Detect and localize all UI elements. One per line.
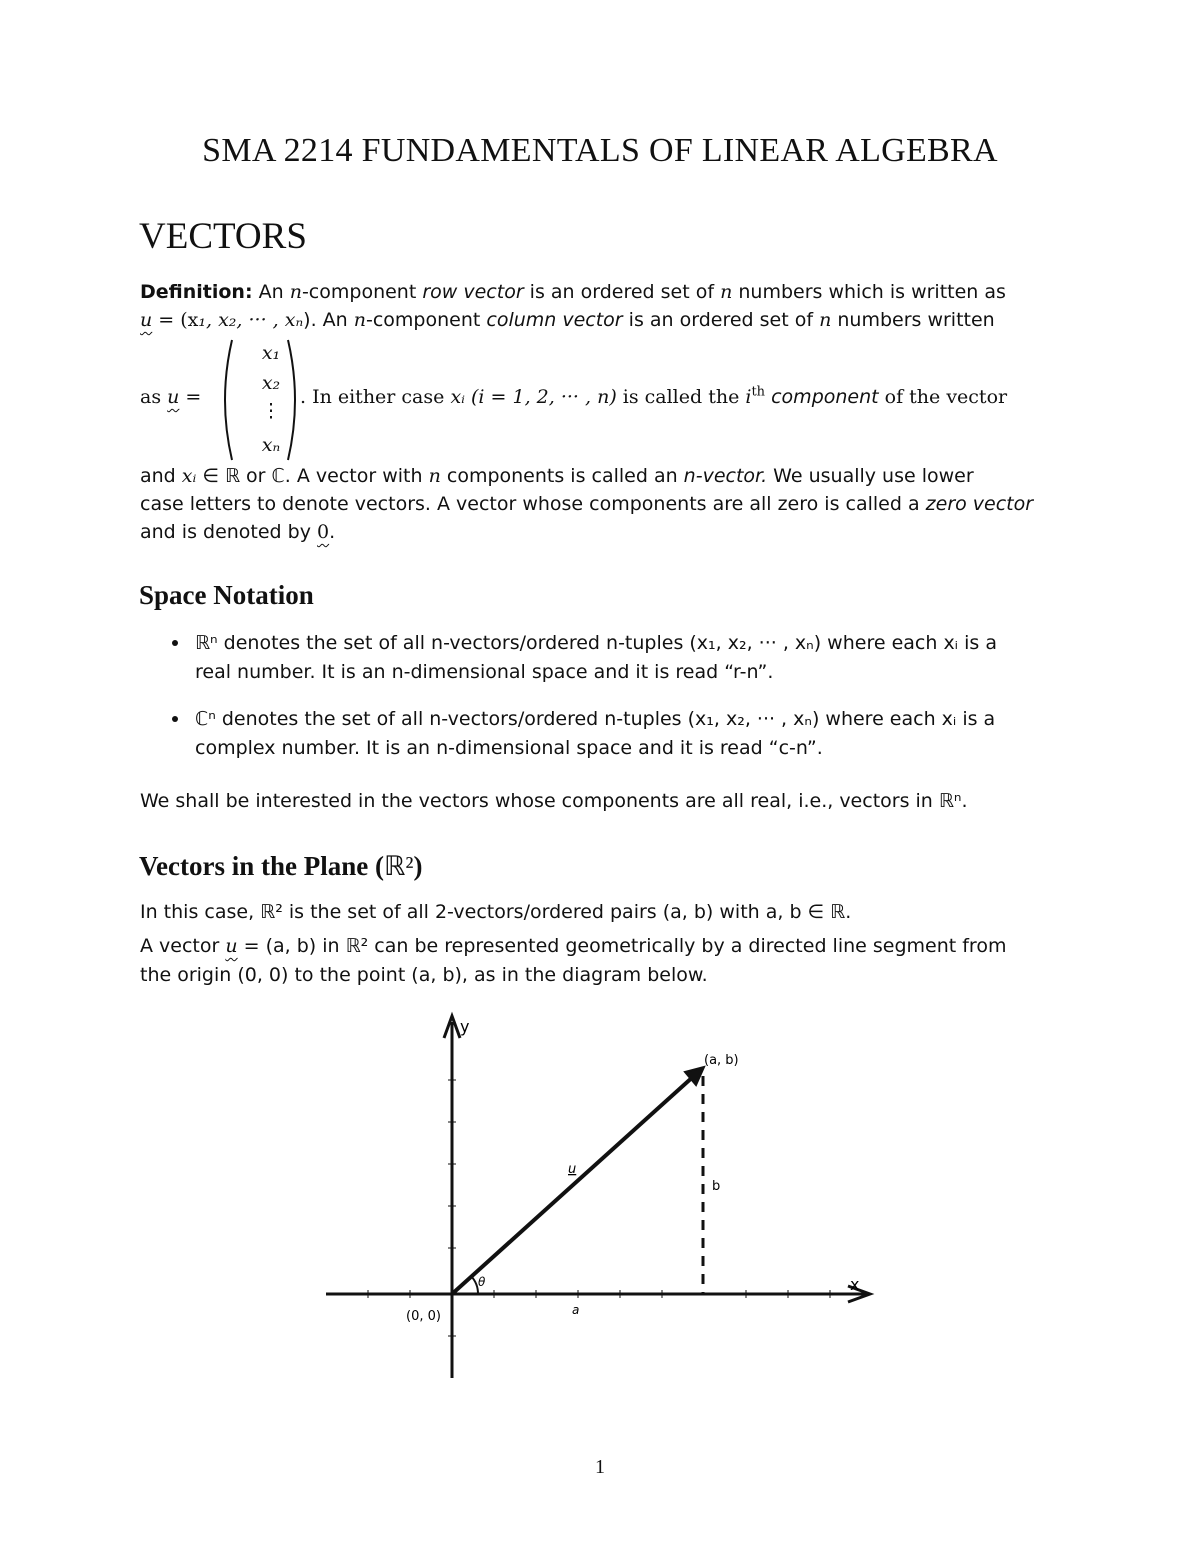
vector-u-line <box>452 1075 695 1294</box>
theta-label: θ <box>478 1275 486 1289</box>
page-title: SMA 2214 FUNDAMENTALS OF LINEAR ALGEBRA <box>202 132 998 169</box>
definition-line-1: Definition: An n-component row vector is an ordered set of n numbers which is written as <box>140 281 1006 303</box>
section-heading-vectors: VECTORS <box>139 216 307 257</box>
summary-line: We shall be interested in the vectors whose components are all real, i.e., vectors in ℝⁿ. <box>140 790 968 812</box>
matrix-entry: xₙ <box>261 434 281 456</box>
matrix-entry: x₂ <box>261 372 281 394</box>
matrix-entry: x₁ <box>261 342 281 364</box>
vector-u: u <box>140 309 153 331</box>
definition-line-6: and is denoted by 0. <box>140 521 336 543</box>
definition-line-5: case letters to denote vectors. A vector whose components are all zero is called a zero vector <box>140 493 1034 515</box>
plane-line-3: the origin (0, 0) to the point (a, b), as in the diagram below. <box>140 964 708 986</box>
origin-label: (0, 0) <box>406 1309 441 1324</box>
left-paren <box>225 340 232 460</box>
bullet-dot <box>172 640 178 646</box>
definition-line-4: and xᵢ ∈ ℝ or ℂ. A vector with n components is called an n-vector. We usually use lower <box>140 465 974 487</box>
column-vector <box>238 336 304 464</box>
plane-line-2: A vector u = (a, b) in ℝ² can be represented geometrically by a directed line segment from <box>140 935 1007 957</box>
bullet-cn: ℂⁿ denotes the set of all n-vectors/ordered n-tuples (x₁, x₂, ··· , xₙ) where each xᵢ is a complex number. It is an n-dimensional space and it is read “c-n”. <box>195 708 996 759</box>
a-label: a <box>572 1303 580 1317</box>
bullet-dot <box>172 716 178 722</box>
definition-line-2: u = (x₁, x₂, ··· , xₙ). An n-component column vector is an ordered set of n numbers written <box>140 309 995 331</box>
plane-line-1: In this case, ℝ² is the set of all 2-vectors/ordered pairs (a, b) with a, b ∈ ℝ. <box>140 901 852 923</box>
section-heading-plane: Vectors in the Plane (ℝ²) <box>139 851 423 881</box>
x-axis-label: x <box>850 1275 860 1294</box>
page-number: 1 <box>595 1456 605 1478</box>
bullet-rn: ℝⁿ denotes the set of all n-vectors/ordered n-tuples (x₁, x₂, ··· , xₙ) where each xᵢ is a real number. It is an n-dimensional space and it is read “r-n”. <box>195 632 997 683</box>
section-heading-space-notation: Space Notation <box>139 580 314 610</box>
b-label: b <box>712 1179 721 1194</box>
point-label: (a, b) <box>704 1053 739 1068</box>
y-axis-label: y <box>460 1017 470 1036</box>
theta-arc <box>471 1276 478 1294</box>
vector-u-label: u <box>568 1162 577 1177</box>
column-vector-line: as u = x₁ x₂ ⋮ xₙ . In either case xᵢ (i = 1, 2, ··· , n) is called the $i^{th}$ component of the vector <box>140 336 1062 464</box>
vector-diagram <box>320 1010 880 1382</box>
matrix-entry: ⋮ <box>261 400 281 422</box>
definition-label: Definition: <box>140 281 253 303</box>
